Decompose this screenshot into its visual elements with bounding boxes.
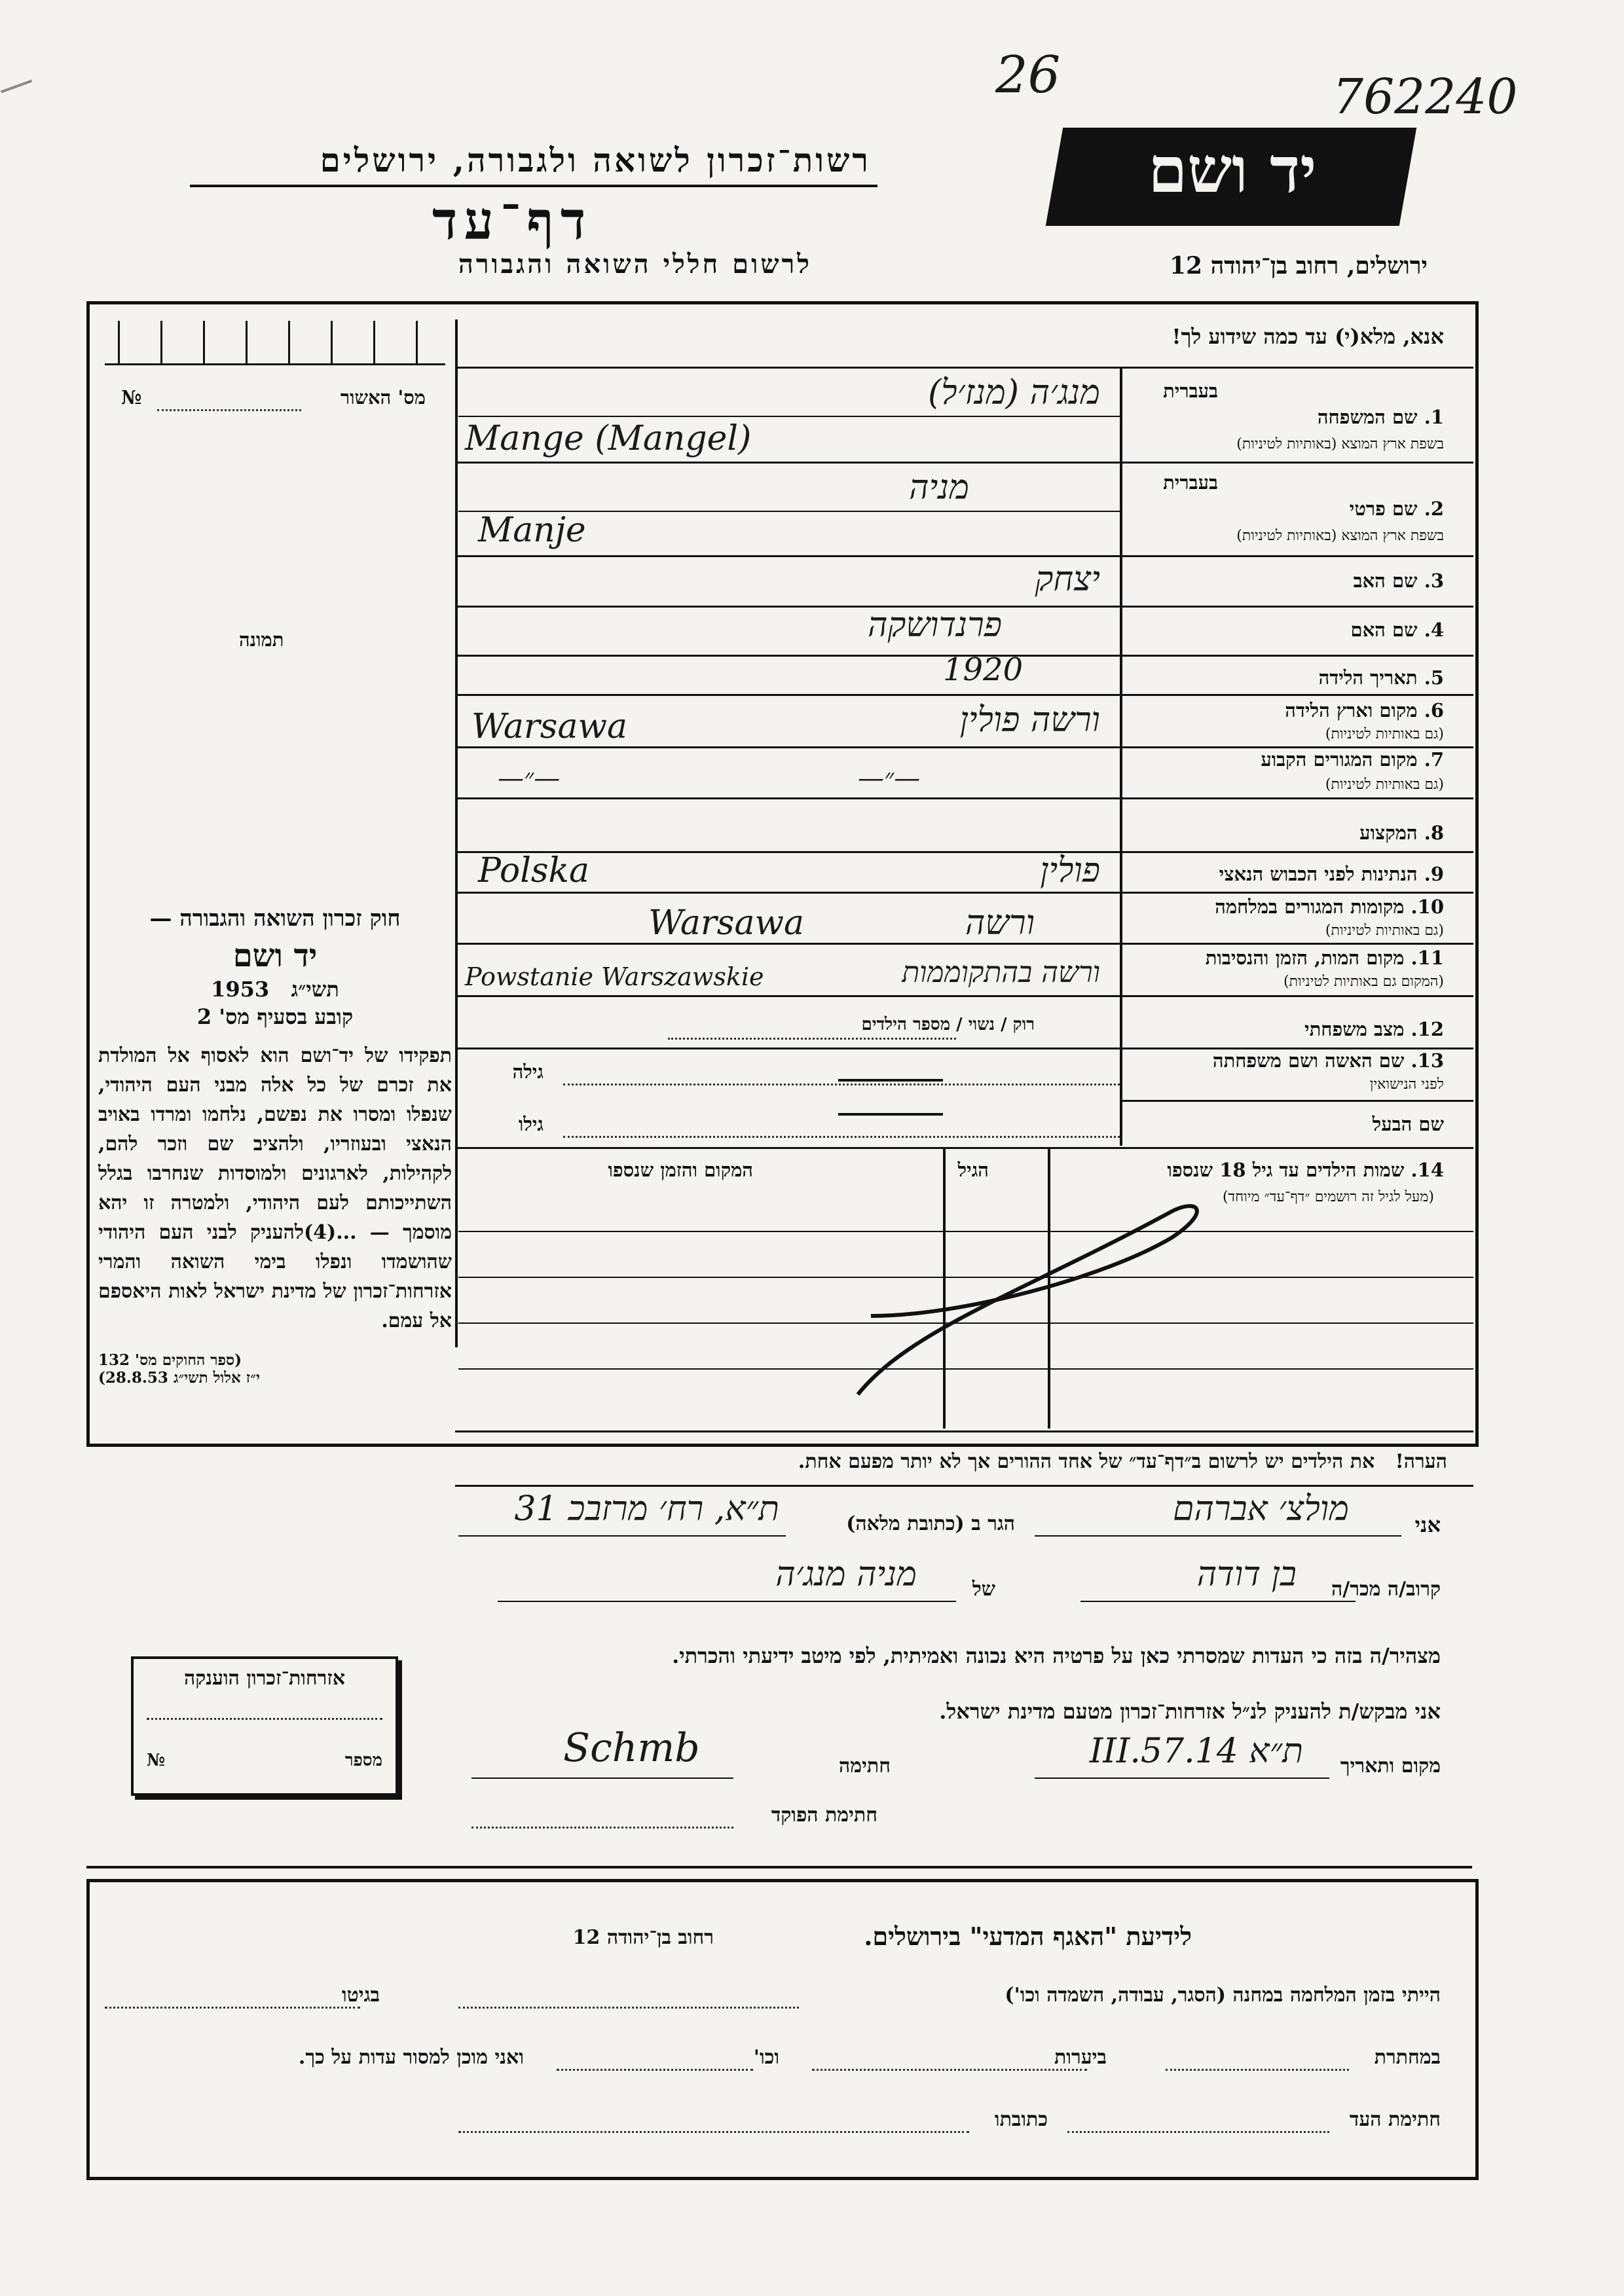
approval-dots: [157, 409, 301, 411]
field-5-value: 1920: [943, 651, 1024, 688]
archive-number-mark: 762240: [1333, 69, 1518, 125]
of-name-line: [498, 1601, 956, 1602]
relative-label: קרוב/ה מכר/ה: [1331, 1578, 1441, 1601]
request-text: אני מבקש/ת להעניק לנ״ל אזרחות־זכרון מטעם מדינת ישראל.: [939, 1699, 1441, 1724]
field-14-age-col: הגיל: [957, 1159, 989, 1181]
bottom-title-row: [864, 1922, 1192, 1952]
bottom-line2-c: וכו': [753, 2046, 779, 2069]
law-source-2: י״ז אלול תשי״ג 28.8.53): [98, 1369, 260, 1387]
field-1-value-he: מנג׳ה (מנז׳ל): [927, 373, 1100, 412]
field-7-row-line: [455, 797, 1473, 799]
field-1-sub: בשפת ארץ המוצא (באותיות לטיניות): [1236, 436, 1444, 452]
citizenship-title: אזרחות־זכרון הוענקה: [183, 1667, 346, 1690]
declarant-address-line: [458, 1535, 786, 1537]
field-14-label: 14. שמות הילדים עד גיל 18 שנספו: [1167, 1159, 1444, 1181]
note-bottom-line: [455, 1485, 1473, 1487]
field-13-label: 13. שם האשה ושם משפחתה: [1212, 1049, 1444, 1072]
place-date-label: מקום ותאריך: [1340, 1755, 1441, 1777]
declarant-name: מולצ׳ אברהם: [1173, 1489, 1349, 1529]
field-11-row-line: [455, 995, 1473, 997]
note-row: [798, 1450, 1447, 1473]
label-value-divider: [1120, 367, 1122, 1146]
field-11-label: 11. מקום המות, הזמן והנסיבות: [1205, 947, 1444, 969]
field-13-dots: [563, 1084, 1120, 1085]
place-date-line: [1035, 1777, 1329, 1779]
field-13-age-label: גילה: [512, 1061, 544, 1083]
law-body: תפקידו של יד־ושם הוא לאסוף אל המולדת את זכרם של כל אלה מבני העם היהודי, שנפלו ומסרו את נפשם, נלחמו ומרדו באויב הנאצי ובעוזריו, ולהציב שם וזכר להם, לקהילות, לארגונים ולמוסדות שנחרבו בגלל השתייכותם לעם היהודי, ולמטרה זו יהא מוסמך — ...(4)להעניק לבני העם היהודי שהושמדו ונפלו בימי השואה והמרי אזרחות־זכרון של מדינת ישראל לאות היאספם אל עמם.: [98, 1044, 452, 1332]
field-3-value: יצחק: [1035, 560, 1100, 599]
note-label: הערה!: [1395, 1450, 1447, 1473]
bottom-title: לידיעת "האגף המדעי" בירושלים.: [864, 1922, 1192, 1951]
field-14-sub: (מעל לגיל זה רושמים ״דף־עד״ מיוחד): [1222, 1189, 1434, 1205]
declarant-address: ת״א, רח׳ מרזבכ 31: [514, 1489, 779, 1529]
bottom-line3-b: כתובתו: [994, 2108, 1048, 2131]
declarant-i-label: אני: [1414, 1512, 1441, 1537]
field-4-label: 4. שם האם: [1350, 619, 1444, 641]
relation-line: [1080, 1601, 1356, 1602]
law-title: חוק זכרון השואה והגבורה —: [149, 905, 401, 932]
field-9-value-lat: Polska: [478, 851, 590, 890]
husband-dash: [838, 1113, 943, 1116]
field-1-row-line: [455, 462, 1473, 464]
photo-label: תמונה: [239, 629, 284, 651]
bottom-separator: [86, 1866, 1472, 1868]
field-1-value-lat: Mange (Mangel): [465, 419, 752, 458]
bottom-line2-dots-1: [1166, 2069, 1349, 2071]
citizenship-number-label: מספר: [344, 1751, 382, 1770]
bottom-line2-b: ביערות: [1054, 2046, 1107, 2069]
form-subtitle: לרשום חללי השואה והגבורה: [458, 249, 812, 280]
bottom-line1-dots: [458, 2007, 799, 2009]
approval-label: מס' האשור: [340, 386, 426, 409]
logo-text: יד ושם: [1148, 133, 1317, 207]
declarant-resides-label: הגר ב (כתובת מלאה): [846, 1512, 1015, 1535]
place-date-value: ת״א 14.III.57: [1089, 1732, 1303, 1771]
field-12-options: רוק / נשוי / מספר הילדים: [861, 1015, 1035, 1034]
relation-value: בן דודה: [1196, 1555, 1297, 1594]
field-10-value-he: ורשה: [965, 903, 1035, 943]
field-14-place-col: המקום והזמן שנספו: [608, 1159, 753, 1181]
page-number-mark: 26: [995, 46, 1061, 105]
field-1-hebrew-label: בעברית: [1163, 380, 1218, 402]
bottom-line3-a: חתימת העד: [1349, 2108, 1441, 2131]
field-7-value-he: —״—: [858, 763, 921, 793]
top-scratch-mark: [1, 80, 32, 94]
bottom-line3-dots-2: [458, 2131, 969, 2133]
field-11-value-lat: Powstanie Warszawskie: [465, 962, 764, 991]
field-5-label: 5. תאריך הלידה: [1318, 666, 1444, 689]
bottom-line2-dots-3: [557, 2069, 753, 2071]
of-name: מניה מנג׳ה: [775, 1555, 917, 1594]
citizenship-number-row: [345, 1751, 382, 1770]
field-5-row-line: [455, 694, 1473, 696]
field-4-value: פרנדושקה: [868, 606, 1002, 645]
field-9-value-he: פולין: [1040, 851, 1100, 890]
bottom-address: רחוב בן־יהודה 12: [572, 1926, 714, 1949]
left-column-divider: [455, 319, 458, 1347]
citizenship-number-sign: №: [147, 1751, 166, 1770]
bottom-line1-b: בגיטו: [341, 1984, 380, 2007]
field-10-value-lat: Warsawa: [648, 903, 804, 943]
field-6-label: 6. מקום וארץ הלידה: [1285, 699, 1444, 721]
children-strike-mark: [832, 1185, 1225, 1401]
husband-dots: [563, 1136, 1120, 1138]
field-11-sub: (המקום גם באותיות לטיניות): [1283, 974, 1444, 990]
husband-label: שם הבעל: [1372, 1113, 1444, 1135]
bottom-line2-d: ואני מוכן למסור עדות על כך.: [298, 2046, 524, 2069]
field-7-label: 7. מקום המגורים הקבוע: [1261, 748, 1444, 771]
field-9-row-line: [455, 892, 1473, 894]
law-source-1: (ספר החוקים מס' 132: [98, 1351, 242, 1369]
field-11-value-he: ורשה בהתקוממות: [902, 956, 1100, 989]
law-year-he: תשי״ג: [291, 977, 339, 1002]
declarant-name-line: [1035, 1535, 1401, 1537]
field-13-sub: לפני הנישואין: [1369, 1076, 1444, 1093]
bottom-line1-dots-2: [105, 2007, 360, 2009]
field-13-dash: [838, 1079, 943, 1082]
field-2-row-line: [455, 555, 1473, 557]
law-name: יד ושם: [232, 938, 318, 974]
instruction-underline: [455, 367, 1473, 369]
bottom-line1-a: הייתי בזמן המלחמה במחנה (הסגר, עבודה, השמדה וכו'): [1005, 1984, 1441, 2007]
field-2-value-lat: Manje: [478, 511, 586, 550]
org-underline: [190, 185, 877, 187]
approval-number-sign: №: [121, 386, 142, 409]
bottom-line2-dots-2: [812, 2069, 1087, 2071]
tick-boxes: [105, 321, 445, 365]
field-7-sub: (גם באותיות לטיניות): [1325, 776, 1444, 793]
field-3-label: 3. שם האב: [1353, 570, 1444, 592]
declare-text: מצהיר/ה בזה כי העדות שמסרתי כאן על פרטיה היא נכונה ואמיתית, לפי מיטב ידיעתי והכרתי.: [672, 1643, 1441, 1668]
field-1-he-line: [458, 416, 1120, 417]
field-2-label: 2. שם פרטי: [1349, 498, 1444, 520]
citizenship-dots-1: [147, 1718, 382, 1720]
law-clause: קובע בסעיף מס' 2: [196, 1004, 354, 1029]
law-year: 1953: [211, 977, 270, 1002]
field-6-sub: (גם באותיות לטיניות): [1325, 726, 1444, 742]
header-address: ירושלים, רחוב בן־יהודה 12: [1169, 252, 1428, 280]
bottom-line2-a: במחתרת: [1374, 2046, 1441, 2069]
field-6-value-he: ורשה פולין: [959, 701, 1100, 740]
field-8-row-line: [455, 851, 1473, 853]
of-label: של: [972, 1578, 995, 1601]
yad-vashem-logo: [1046, 128, 1416, 226]
field-2-hebrew-label: בעברית: [1163, 471, 1218, 494]
signature-line: [471, 1777, 733, 1779]
law-year-row: [98, 977, 452, 1002]
field-10-row-line: [455, 943, 1473, 945]
org-name: רשות־זכרון לשואה ולגבורה, ירושלים: [320, 141, 871, 179]
bottom-frame: [86, 1879, 1479, 2180]
field-6-value-lat: Warsawa: [471, 707, 627, 746]
field-12-dots: [668, 1038, 956, 1040]
field-8-label: 8. המקצוע: [1359, 822, 1444, 844]
husband-age-label: גילו: [518, 1113, 544, 1135]
official-signature-label: חתימת הפוקד: [771, 1804, 877, 1827]
instruction-text: אנא, מלא(י) עד כמה שידוע לך!: [1172, 324, 1444, 349]
children-bottom-line: [455, 1430, 1473, 1432]
note-text: את הילדים יש לרשום ב״דף־עד״ של אחד ההורים אך לא יותר מפעם אחת.: [798, 1450, 1375, 1473]
signature-value: Schmb: [563, 1725, 700, 1771]
field-12-label: 12. מצב משפחתי: [1304, 1018, 1444, 1040]
field-10-sub: (גם באותיות לטיניות): [1325, 922, 1444, 939]
field-2-value-he: מניה: [909, 468, 969, 507]
citizenship-box: [131, 1656, 398, 1796]
bottom-line3-dots-1: [1067, 2131, 1329, 2133]
form-title: דף־עד: [432, 190, 593, 251]
field-2-sub: בשפת ארץ המוצא (באותיות לטיניות): [1236, 528, 1444, 544]
law-box: [98, 903, 452, 1440]
field-10-label: 10. מקומות המגורים במלחמה: [1215, 896, 1444, 918]
field-13-row-line: [1120, 1100, 1473, 1102]
signature-label: חתימה: [839, 1755, 891, 1777]
field-1-label: 1. שם המשפחה: [1317, 406, 1444, 428]
official-signature-dots: [471, 1827, 733, 1829]
field-7-value-lat: —״—: [498, 763, 561, 793]
field-9-label: 9. הנתינות לפני הכבוש הנאצי: [1219, 863, 1444, 885]
husband-row-line: [455, 1147, 1473, 1149]
